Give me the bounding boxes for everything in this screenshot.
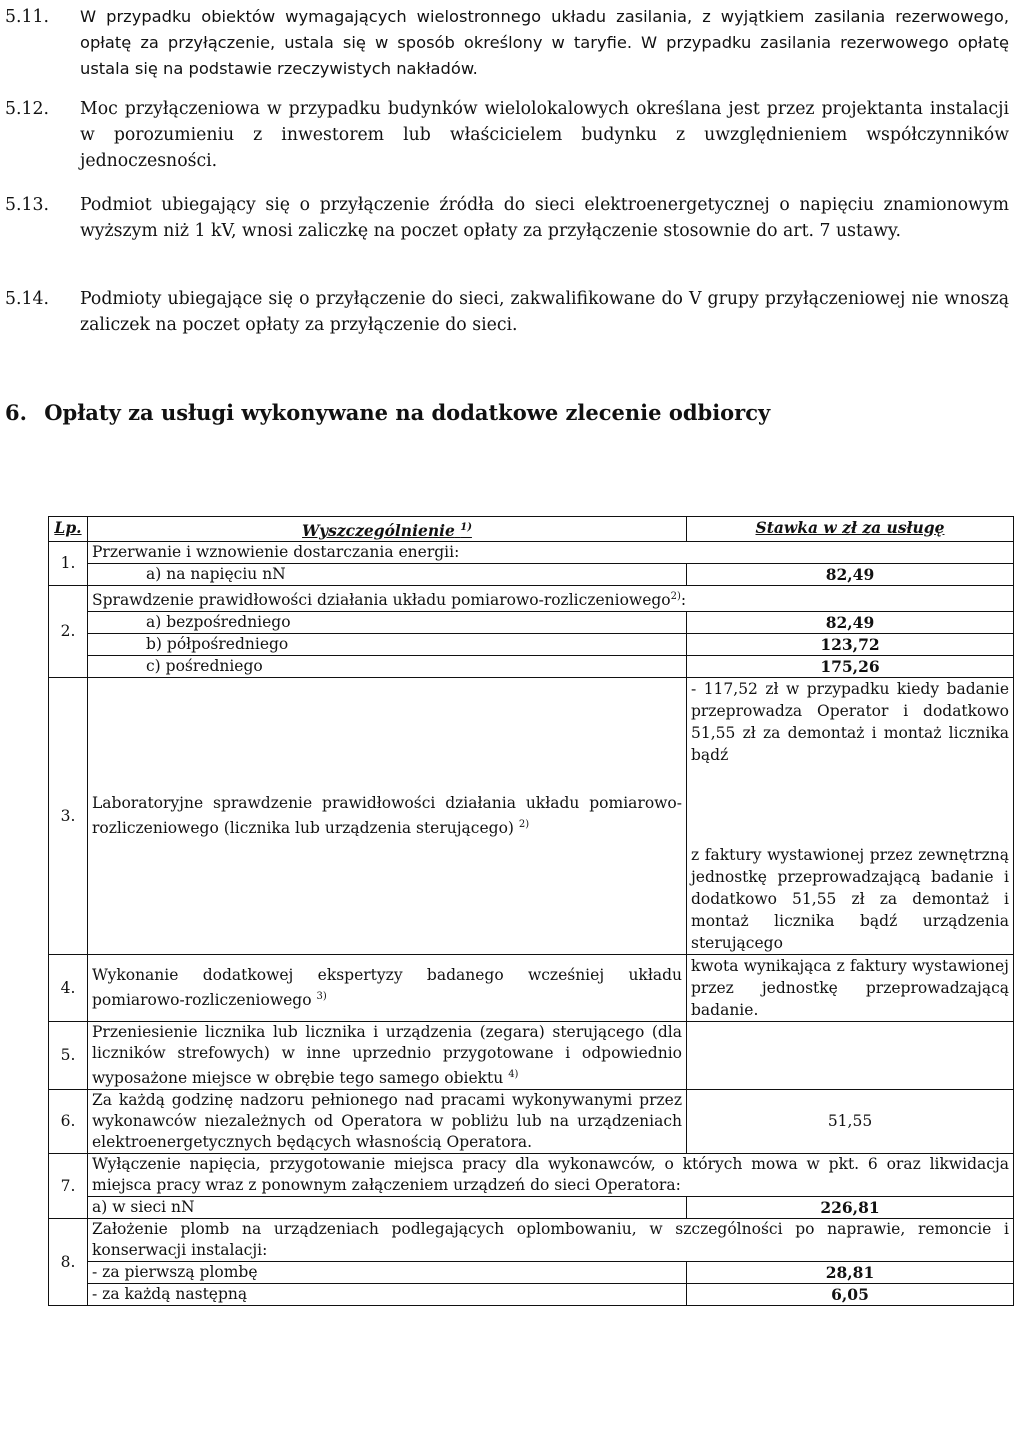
row-title: Przerwanie i wznowienie dostarczania energii: [88,542,1014,564]
row-description: Za każdą godzinę nadzoru pełnionego nad pracami wykonywanymi przez wykonawców niezależnych od Operatora w pobliżu lub na urządzeniach elektroenergetycznych będących własnością Operatora. [88,1090,687,1154]
row-item: b) półpośredniego [88,634,687,656]
table-row [49,955,1014,1022]
row-item: a) na napięciu nN [88,564,687,586]
header-rate: Stawka w zł za usługę [687,517,1014,542]
row-description-text: Wykonanie dodatkowej ekspertyzy badanego wcześniej układu pomiarowo-rozliczeniowego [92,966,682,1010]
row-description-text: Przeniesienie licznika lub licznika i urządzenia (zegara) sterującego (dla liczników strefowych) w inne uprzednio przygotowane i odpowiednio wyposażone miejsce w obrębie tego samego obiektu [92,1023,682,1088]
table-row [49,612,1014,634]
row-item: a) bezpośredniego [88,612,687,634]
row-title-text: Sprawdzenie prawidłowości działania układu pomiarowo-rozliczeniowego [92,591,671,610]
row-rate: 226,81 [687,1197,1014,1219]
rate-note-top: - 117,52 zł w przypadku kiedy badanie przeprowadza Operator i dodatkowo 51,55 zł za demontaż i montaż licznika bądź [691,680,1009,765]
row-rate: 82,49 [687,612,1014,634]
paragraph-text: Podmiot ubiegający się o przyłączenie źródła do sieci elektroenergetycznej o napięciu znamionowym wyższym niż 1 kV, wnosi zaliczkę na poczet opłaty za przyłączenie stosownie do art. 7 ustawy. [80,195,1009,241]
footnote-marker: 2) [518,819,530,831]
table-row [49,1090,1014,1154]
row-number: 2. [49,586,88,678]
paragraph-text: Moc przyłączeniowa w przypadku budynków wielolokalowych określana jest przez projektanta instalacji w porozumieniu z inwestorem lub właścicielem budynku z uwzględnieniem współczynników jednoczesności. [80,99,1009,171]
rate-note-gap [691,766,1009,844]
table-row [49,656,1014,678]
row-description-text: Laboratoryjne sprawdzenie prawidłowości działania układu pomiarowo-rozliczeniowego (licznika lub urządzenia sterującego) [92,794,682,838]
table-header-row [49,517,1014,542]
row-rate: 123,72 [687,634,1014,656]
paragraph-number: 5.14. [5,289,49,309]
row-number: 7. [49,1154,88,1219]
row-number: 6. [49,1090,88,1154]
table-row [49,586,1014,612]
paragraph-number: 5.11. [5,7,49,27]
table-row [49,1219,1014,1262]
footnote-marker: 1) [460,522,472,533]
row-number: 1. [49,542,88,586]
row-rate: 28,81 [687,1262,1014,1284]
row-title: Założenie plomb na urządzeniach podlegających oplombowaniu, w szczególności po naprawie, remoncie i konserwacji instalacji: [88,1219,1014,1262]
row-item: - za pierwszą plombę [88,1262,687,1284]
footnote-marker: 4) [508,1069,519,1081]
row-number: 5. [49,1022,88,1090]
row-rate: 175,26 [687,656,1014,678]
table-row [49,1197,1014,1219]
header-lp: Lp. [49,517,88,542]
section-number: 6. [5,400,27,425]
paragraph-number: 5.12. [5,99,49,119]
paragraph-text: Podmioty ubiegające się o przyłączenie do sieci, zakwalifikowane do V grupy przyłączeniowej nie wnoszą zaliczek na poczet opłaty za przyłączenie do sieci. [80,289,1009,335]
row-item: a) w sieci nN [88,1197,687,1219]
paragraph-number: 5.13. [5,195,49,215]
row-number: 8. [49,1219,88,1306]
rate-note-bottom: z faktury wystawionej przez zewnętrzną jednostkę przeprowadzającą badanie i dodatkowo 51,55 zł za demontaż i montaż licznika bądź urządzenia sterującego [691,846,1009,953]
row-number: 4. [49,955,88,1022]
table-row [49,1154,1014,1197]
paragraph-5-13 [5,192,1009,244]
paragraph-5-12 [5,96,1009,174]
table-row [49,1262,1014,1284]
footnote-marker: 3) [316,991,327,1003]
row-title [88,586,1014,612]
row-rate-empty [687,1022,1014,1090]
section-heading [5,400,770,425]
row-rate: 82,49 [687,564,1014,586]
row-title-end: : [680,591,687,610]
row-rate: 51,55 [687,1090,1014,1154]
row-number: 3. [49,678,88,955]
row-item: - za każdą następną [88,1284,687,1306]
footnote-marker: 2) [670,591,681,603]
row-description [88,1022,687,1090]
row-rate-note: kwota wynikająca z faktury wystawionej przez jednostkę przeprowadzającą badanie. [687,955,1014,1022]
table-row [49,678,1014,955]
row-rate-note [687,678,1014,955]
header-description [88,517,687,542]
row-description [88,678,687,955]
row-rate: 6,05 [687,1284,1014,1306]
header-description-label: Wyszczególnienie [302,521,455,541]
row-item: c) pośredniego [88,656,687,678]
table-row [49,1022,1014,1090]
table-row [49,542,1014,564]
paragraph-text: W przypadku obiektów wymagających wielostronnego układu zasilania, z wyjątkiem zasilania rezerwowego, opłatę za przyłączenie, ustala się w sposób określony w taryfie. W przypadku zasilania rezerwowego opłatę ustala się na podstawie rzeczywistych nakładów. [80,7,1009,78]
paragraph-5-11 [5,4,1009,82]
table-row [49,1284,1014,1306]
section-title: Opłaty za usługi wykonywane na dodatkowe zlecenie odbiorcy [44,400,771,425]
row-title: Wyłączenie napięcia, przygotowanie miejsca pracy dla wykonawców, o których mowa w pkt. 6 oraz likwidacja miejsca pracy wraz z ponownym załączeniem urządzeń do sieci Operatora: [88,1154,1014,1197]
row-description [88,955,687,1022]
paragraph-5-14 [5,286,1009,338]
table-row [49,564,1014,586]
table-row [49,634,1014,656]
fees-table [48,516,1014,1306]
